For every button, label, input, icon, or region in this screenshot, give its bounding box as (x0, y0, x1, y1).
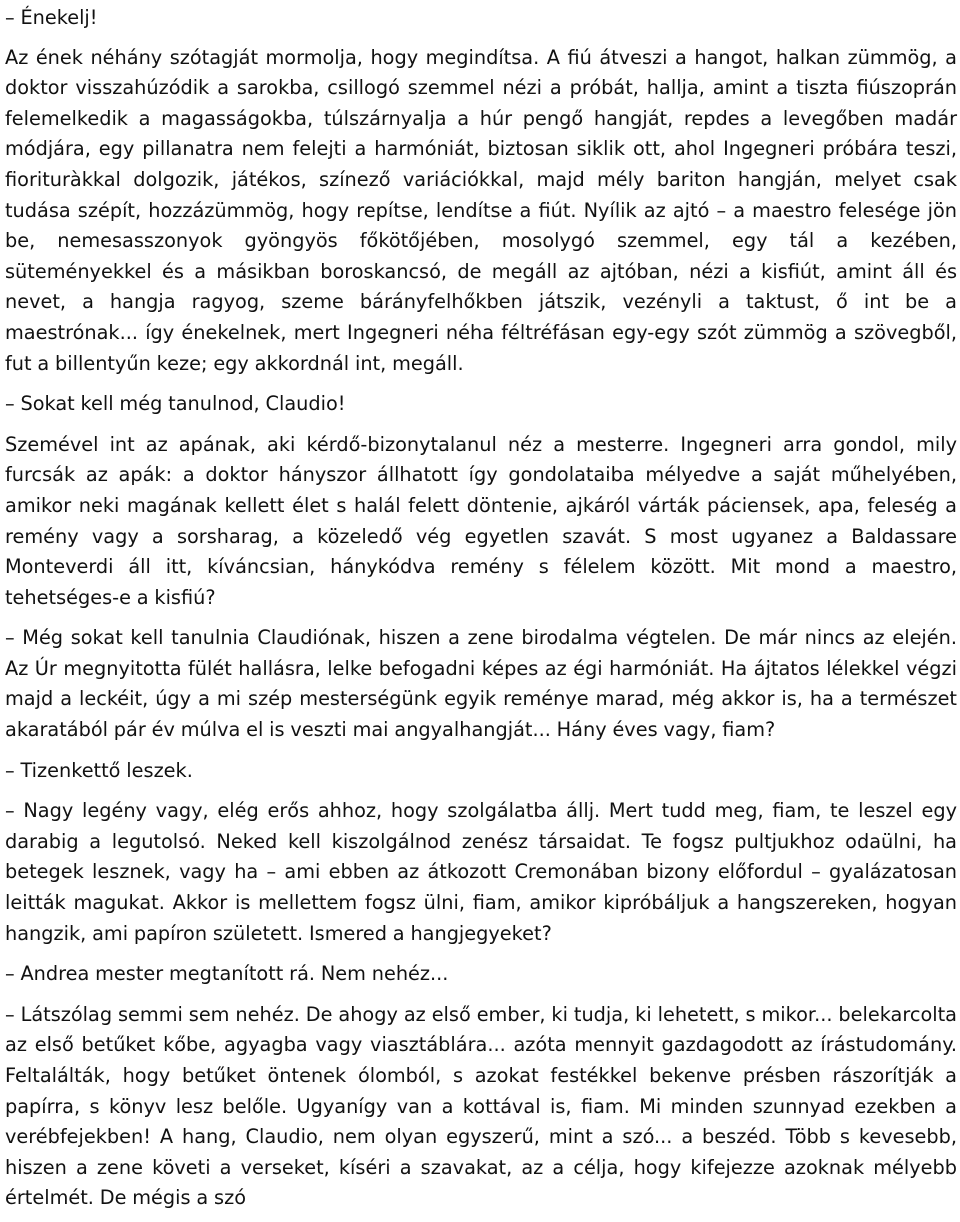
dialogue-paragraph-maestro-reply: – Még sokat kell tanulnia Claudiónak, hiszen a zene birodalma végtelen. De már nincs az elején. Az Úr megnyitotta fülét hallásra, lelke befogadni képes az égi harmóniát. Ha ájtatos lélekkel végzi majd a leckéit, úgy a mi szép mesterségünk egyik reménye marad, még akkor is, ha a természet akaratából pár év múlva el is veszti mai angyalhangját... Hány éves vagy, fiam? (5, 626, 957, 742)
narrative-paragraph-rehearsal: Az ének néhány szótagját mormolja, hogy megindítsa. A fiú átveszi a hangot, halkan zümmög, a doktor visszahúzódik a sarokba, csillogó szemmel nézi a próbát, hallja, amint a tiszta fiúszoprán felemelkedik a magasságokba, túlszárnyalja a húr pengő hangját, repdes a levegőben madár módjára, egy pillanatra nem felejti a harmóniát, biztosan siklik ott, ahol Ingegneri próbára teszi, fiorituràkkal dolgozik, játékos, színező variációkkal, majd mély bariton hangján, melyet csak tudása szépít, hozzázümmög, hogy repítse, lendítse a fiút. Nyílik az ajtó – a maestro felesége jön be, nemesasszonyok gyöngyös főkötőjében, mosolygó szemmel, egy tál a kezében, süteményekkel és a másikban boroskancsó, de megáll az ajtóban, nézi a kisfiút, amint áll és nevet, a hangja ragyog, szeme bárányfelhőkben játszik, vezényli a taktust, ő int be a maestrónak... így énekelnek, mert Ingegneri néha féltréfásan egy-egy szót zümmög a szövegből, fut a billentyűn keze; egy akkordnál int, megáll. (5, 45, 957, 375)
dialogue-line-sing: – Énekelj! (5, 6, 98, 29)
dialogue-line-age: – Tizenkettő leszek. (5, 758, 193, 782)
dialogue-paragraph-writing: – Látszólag semmi sem nehéz. De ahogy az első ember, ki tudja, ki lehetett, s mikor... belekarcolta az első betűket kőbe, agyagba vagy viasztáblára... azóta mennyit gazdagodott az írástudomány. Feltalálták, hogy betűket öntenek ólomból, s azokat festékkel bekenve présben rászorítják a papírra, s könyv lesz belőle. Ugyanígy van a kottával is, fiam. Mi minden szunnyad ezekben a verébfejekben! A hang, Claudio, nem olyan egyszerű, mint a szó... a beszéd. Több s kevesebb, hiszen a zene követi a verseket, kíséri a szavakat, az a célja, hogy kifejezze azoknak mélyebb értelmét. De mégis a szó (5, 1002, 957, 1210)
dialogue-line-learn-more: – Sokat kell még tanulnod, Claudio! (5, 392, 346, 416)
dialogue-paragraph-service: – Nagy legény vagy, elég erős ahhoz, hogy szolgálatba állj. Mert tudd meg, fiam, te leszel egy darabig a legutolsó. Neked kell kiszolgálnod zenész társaidat. Te fogsz pultjukhoz odaülni, ha betegek lesznek, vagy ha – ami ebben az átkozott Cremonában bizony előfordul – gyalázatosan leitták magukat. Akkor is mellettem fogsz ülni, fiam, amikor kipróbáljuk a hangszereken, hogyan hangzik, ami papíron született. Ismered a hangjegyeket? (5, 799, 957, 945)
narrative-paragraph-father: Szemével int az apának, aki kérdő-bizonytalanul néz a mesterre. Ingegneri arra gondol, mily furcsák az apák: a doktor hányszor állhatott így gondolataiba mélyedve a saját műhelyében, amikor neki magának kellett élet s halál felett döntenie, ajkáról várták páciensek, apa, feleség a remény vagy a sorsharag, a közeledő vég egyetlen szavát. S most ugyanez a Baldassare Monteverdi áll itt, kíváncsian, hánykódva remény s félelem között. Mit mond a maestro, tehetséges-e a kisfiú? (5, 432, 957, 609)
dialogue-line-andrea: – Andrea mester megtanított rá. Nem nehéz... (5, 962, 449, 986)
